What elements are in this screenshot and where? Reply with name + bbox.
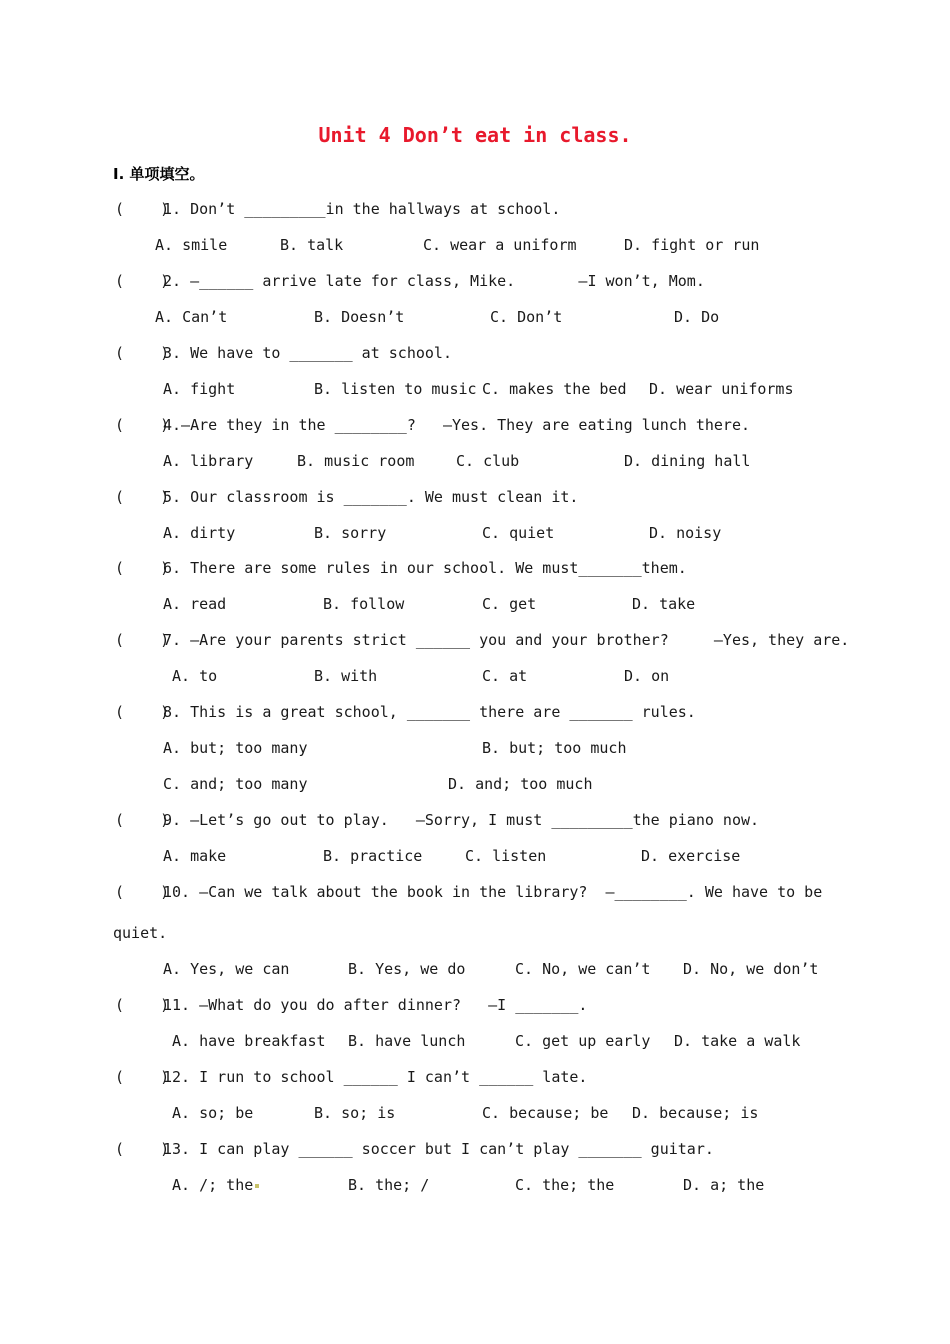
question-stem: 3. We have to _______ at school. (163, 344, 452, 362)
option-c: C. the; the (515, 1176, 615, 1194)
question-stem: 12. I run to school ______ I can’t ______ late. (163, 1068, 588, 1086)
question-10 (0, 882, 950, 902)
question-6 (0, 558, 950, 578)
question-stem: 5. Our classroom is _______. We must clean it. (163, 488, 579, 506)
answer-blank[interactable]: ( ) (115, 1140, 170, 1158)
option-c: C. quiet (482, 524, 555, 542)
question-stem: 1. Don’t _________in the hallways at school. (163, 200, 561, 218)
option-a: A. but; too many (163, 739, 308, 757)
option-b: B. have lunch (348, 1032, 466, 1050)
option-c: C. Don’t (490, 308, 563, 326)
question-3-options (0, 379, 950, 399)
question-5 (0, 487, 950, 507)
question-13-options (0, 1175, 950, 1195)
answer-blank[interactable]: ( ) (115, 996, 170, 1014)
option-d: D. noisy (649, 524, 722, 542)
option-c: C. wear a uniform (423, 236, 577, 254)
option-d: D. take (632, 595, 696, 613)
question-4-options (0, 451, 950, 471)
answer-blank[interactable]: ( ) (115, 488, 170, 506)
option-b: B. Yes, we do (348, 960, 466, 978)
question-11-options (0, 1031, 950, 1051)
highlight-mark (255, 1184, 259, 1188)
option-d: D. fight or run (624, 236, 760, 254)
option-b: B. the; / (348, 1176, 430, 1194)
answer-blank[interactable]: ( ) (115, 703, 170, 721)
worksheet-title: Unit 4 Don’t eat in class. (318, 123, 632, 147)
section-heading: I. 单项填空。 (113, 165, 205, 183)
question-3 (0, 343, 950, 363)
question-stem: 13. I can play ______ soccer but I can’t play _______ guitar. (163, 1140, 714, 1158)
option-c: C. get (482, 595, 537, 613)
answer-blank[interactable]: ( ) (115, 272, 170, 290)
option-a: A. library (163, 452, 254, 470)
option-c: C. because; be (482, 1104, 609, 1122)
question-stem: 4.—Are they in the ________? —Yes. They are eating lunch there. (163, 416, 750, 434)
question-6-options (0, 594, 950, 614)
question-stem-continuation: quiet. (113, 924, 168, 942)
option-d: D. on (624, 667, 670, 685)
answer-blank[interactable]: ( ) (115, 416, 170, 434)
answer-blank[interactable]: ( ) (115, 631, 170, 649)
option-c: C. No, we can’t (515, 960, 651, 978)
question-12 (0, 1067, 950, 1087)
answer-blank[interactable]: ( ) (115, 1068, 170, 1086)
option-d: D. wear uniforms (649, 380, 794, 398)
option-b: B. music room (297, 452, 415, 470)
option-b: B. practice (323, 847, 423, 865)
option-a: A. to (172, 667, 218, 685)
answer-blank[interactable]: ( ) (115, 883, 170, 901)
option-c: C. at (482, 667, 528, 685)
answer-blank[interactable]: ( ) (115, 811, 170, 829)
option-c: C. club (456, 452, 520, 470)
option-d: D. because; is (632, 1104, 759, 1122)
question-7-options (0, 666, 950, 686)
option-d: D. take a walk (674, 1032, 801, 1050)
question-stem: 8. This is a great school, _______ there are _______ rules. (163, 703, 696, 721)
question-2 (0, 271, 950, 291)
answer-blank[interactable]: ( ) (115, 200, 170, 218)
option-a (172, 1175, 259, 1195)
option-d: D. exercise (641, 847, 741, 865)
option-a: A. read (163, 595, 227, 613)
option-b: B. talk (280, 236, 344, 254)
question-8-options-ab (0, 738, 950, 758)
answer-blank[interactable]: ( ) (115, 559, 170, 577)
question-8 (0, 702, 950, 722)
option-a: A. dirty (163, 524, 236, 542)
option-c: C. makes the bed (482, 380, 627, 398)
answer-blank[interactable]: ( ) (115, 344, 170, 362)
question-2-options (0, 307, 950, 327)
question-13 (0, 1139, 950, 1159)
option-d: D. No, we don’t (683, 960, 819, 978)
question-9 (0, 810, 950, 830)
question-10-options (0, 959, 950, 979)
question-5-options (0, 523, 950, 543)
question-10-continuation (0, 923, 950, 943)
option-a: A. fight (163, 380, 236, 398)
question-stem: 6. There are some rules in our school. We must_______them. (163, 559, 687, 577)
question-stem: 10. —Can we talk about the book in the library? —________. We have to be (163, 883, 823, 901)
option-b: B. Doesn’t (314, 308, 405, 326)
option-b: B. sorry (314, 524, 387, 542)
question-stem: 7. —Are your parents strict ______ you and your brother? —Yes, they are. (163, 631, 850, 649)
option-d: D. dining hall (624, 452, 751, 470)
question-stem: 2. —______ arrive late for class, Mike. —I won’t, Mom. (163, 272, 705, 290)
option-a: A. so; be (172, 1104, 254, 1122)
option-d: D. a; the (683, 1176, 765, 1194)
option-d: D. Do (674, 308, 720, 326)
option-b: B. with (314, 667, 378, 685)
option-b: B. but; too much (482, 739, 627, 757)
option-c: C. and; too many (163, 775, 308, 793)
option-b: B. so; is (314, 1104, 396, 1122)
option-a: A. make (163, 847, 227, 865)
question-4 (0, 415, 950, 435)
question-11 (0, 995, 950, 1015)
option-a: A. Can’t (155, 308, 228, 326)
question-1-options (0, 235, 950, 255)
option-a: A. Yes, we can (163, 960, 290, 978)
option-a: A. smile (155, 236, 228, 254)
question-7 (0, 630, 950, 650)
question-12-options (0, 1103, 950, 1123)
option-d: D. and; too much (448, 775, 593, 793)
option-c: C. listen (465, 847, 547, 865)
question-1 (0, 199, 950, 219)
question-stem: 11. —What do you do after dinner? —I _______. (163, 996, 588, 1014)
question-9-options (0, 846, 950, 866)
option-b: B. follow (323, 595, 405, 613)
option-c: C. get up early (515, 1032, 651, 1050)
question-8-options-cd (0, 774, 950, 794)
option-b: B. listen to music (314, 380, 477, 398)
option-a-text: A. /; the (172, 1176, 254, 1194)
question-stem: 9. —Let’s go out to play. —Sorry, I must _________the piano now. (163, 811, 760, 829)
option-a: A. have breakfast (172, 1032, 326, 1050)
